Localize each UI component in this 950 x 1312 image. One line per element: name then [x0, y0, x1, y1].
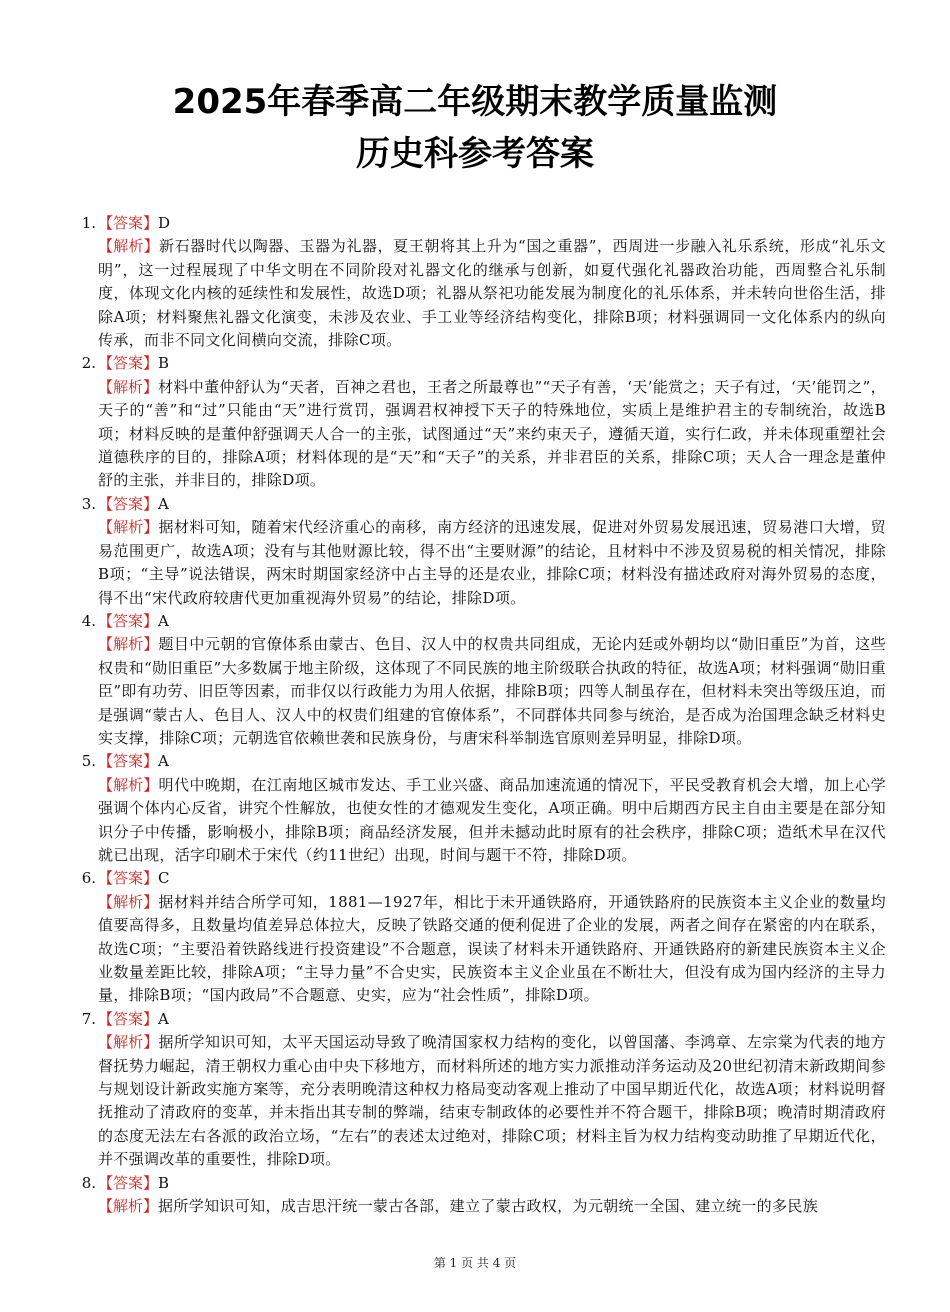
question-number: 2.	[81, 354, 96, 373]
analysis-tag: 【解析】	[98, 1197, 159, 1216]
question-item-5	[74, 750, 886, 867]
answer-line	[74, 750, 886, 773]
answer-tag: 【答案】	[98, 1009, 159, 1028]
answer-value: D	[158, 214, 171, 232]
answer-tag: 【答案】	[98, 1173, 159, 1192]
analysis-paragraph	[74, 376, 886, 493]
title-line-1: 2025年春季高二年级期末教学质量监测	[172, 82, 778, 122]
question-number: 4.	[81, 611, 96, 630]
question-number: 1.	[81, 214, 96, 232]
analysis-tag: 【解析】	[98, 237, 160, 256]
answer-line	[74, 1172, 886, 1195]
analysis-tag: 【解析】	[98, 775, 159, 794]
question-item-2	[74, 352, 886, 492]
answer-line	[74, 610, 886, 633]
question-number: 8.	[81, 1173, 96, 1192]
question-item-8	[74, 1172, 886, 1219]
question-item-6	[74, 867, 886, 1007]
answer-value: A	[158, 752, 169, 771]
question-number: 6.	[81, 869, 96, 888]
analysis-paragraph	[74, 1031, 886, 1171]
answer-list	[74, 212, 886, 1218]
answer-value: A	[158, 611, 169, 630]
question-number: 7.	[81, 1009, 96, 1028]
analysis-text: 新石器时代以陶器、玉器为礼器，夏王朝将其上升为“国之重器”，西周进一步融入礼乐系统，形成“礼乐文明”，这一过程展现了中华文明在不同阶段对礼器文化的继承与创新，如夏代强化礼器政治功能，西周整合礼乐制度，体现文化内核的延续性和发展性，故选D项；礼器从祭祀功能发展为制度化的礼乐体系，并未转向世俗生活，排除A项；材料聚焦礼器文化演变，未涉及农业、手工业等经济结构变化，排除B项；材料强调同一文化体系内的纵向传承，而非不同文化间横向交流，排除C项。	[98, 237, 886, 350]
question-item-4	[74, 610, 886, 750]
analysis-text: 据材料可知，随着宋代经济重心的南移，南方经济的迅速发展，促进对外贸易发展迅速，贸易港口大增，贸易范围更广，故选A项；没有与其他财源比较，得不出“主要财源”的结论，且材料中不涉及贸易税的相关情况，排除B项；“主导”说法错误，两宋时期国家经济中占主导的还是农业，排除C项；材料没有描述政府对海外贸易的态度，得不出“宋代政府较唐代更加重视海外贸易”的结论，排除D项。	[98, 518, 886, 607]
analysis-tag: 【解析】	[98, 518, 159, 537]
answer-tag: 【答案】	[98, 354, 159, 373]
analysis-text: 据材料并结合所学可知，1881—1927年，相比于未开通铁路府，开通铁路府的民族资本主义企业的数量均值要高得多，且数量均值差异总体拉大，反映了铁路交通的便利促进了企业的发展，两者之间存在紧密的内在联系，故选C项；“主要沿着铁路线进行投资建设”不合题意，误读了材料未开通铁路府、开通铁路府的新建民族资本主义企业数量差距比较，排除A项；“主导力量”不合史实，民族资本主义企业虽在不断壮大，但没有成为国内经济的主导力量，排除B项；“国内政局”不合题意、史实，应为“社会性质”，排除D项。	[98, 892, 886, 1005]
answer-value: A	[158, 1009, 169, 1028]
answer-line	[74, 1008, 886, 1031]
answer-tag: 【答案】	[98, 214, 159, 232]
question-number: 5.	[81, 752, 96, 771]
analysis-text: 据所学知识可知，成吉思汗统一蒙古各部，建立了蒙古政权，为元朝统一全国、建立统一的多民族	[158, 1197, 819, 1216]
analysis-text: 据所学知识可知，太平天国运动导致了晚清国家权力结构的变化，以曾国藩、李鸿章、左宗棠为代表的地方督抚势力崛起，清王朝权力重心由中央下移地方，而材料所述的地方实力派推动洋务运动及20世纪初清末新政期间参与规划设计新政实施方案等，充分表明晚清这种权力格局变动客观上推动了中国早期近代化，故选A项；材料说明督抚推动了清政府的变革，并未指出其专制的弊端，结束专制政体的必要性并不符合题干，排除B项；晚清时期清政府的态度无法左右各派的政治立场，“左右”的表述太过绝对，排除C项；材料主旨为权力结构变动助推了早期近代化，并不强调改革的重要性，排除D项。	[98, 1033, 886, 1169]
analysis-paragraph	[74, 516, 886, 610]
analysis-text: 题目中元朝的官僚体系由蒙古、色目、汉人中的权贵共同组成，无论内廷或外朝均以“勋旧重臣”为首，这些权贵和“勋旧重臣”大多数属于地主阶级，这体现了不同民族的地主阶级联合执政的特征，故选A项；材料强调“勋旧重臣”即有功劳、旧臣等因素，而非仅以行政能力为用人依据，排除B项；四等人制虽存在，但材料未突出等级压迫，而是强调“蒙古人、色目人、汉人中的权贵们组建的官僚体系”，不同群体共同参与统治，是否成为治国理念缺乏材料史实支撑，排除C项；元朝选官依赖世袭和民族身份，与唐宋科举制选官原则差异明显，排除D项。	[98, 635, 886, 747]
analysis-paragraph	[74, 891, 886, 1008]
document-title	[0, 76, 950, 180]
answer-value: B	[158, 1173, 170, 1192]
analysis-paragraph	[74, 1195, 886, 1218]
analysis-paragraph	[74, 235, 886, 352]
answer-tag: 【答案】	[98, 494, 159, 513]
analysis-tag: 【解析】	[98, 635, 159, 654]
answer-value: B	[158, 354, 170, 373]
answer-value: C	[158, 869, 170, 888]
answer-line	[74, 493, 886, 516]
analysis-paragraph	[74, 633, 886, 750]
answer-tag: 【答案】	[98, 869, 159, 888]
answer-line	[74, 212, 886, 235]
analysis-tag: 【解析】	[98, 377, 159, 396]
page-footer: 第 1 页 共 4 页	[433, 1256, 517, 1270]
answer-value: A	[158, 494, 169, 513]
question-item-3	[74, 493, 886, 610]
analysis-paragraph	[74, 774, 886, 868]
answer-tag: 【答案】	[98, 611, 159, 630]
analysis-tag: 【解析】	[98, 892, 159, 911]
analysis-text: 材料中董仲舒认为“天者，百神之君也，王者之所最尊也”“天子有善，‘天’能赏之；天子有过，‘天’能罚之”，天子的“善”和“过”只能由“天”进行赏罚，强调君权神授下天子的特殊地位，实质上是维护君主的专制统治，故选B项；材料反映的是董仲舒强调天人合一的主张，试图通过“天”来约束天子，遵循天道，实行仁政，并未体现重塑社会道德秩序的目的，排除A项；材料体现的是“天”和“天子”的关系，并非君臣的关系，排除C项；天人合一理念是董仲舒的主张，并非目的，排除D项。	[98, 377, 886, 490]
analysis-tag: 【解析】	[98, 1033, 159, 1052]
question-number: 3.	[81, 494, 96, 513]
answer-line	[74, 867, 886, 890]
analysis-text: 明代中晚期，在江南地区城市发达、手工业兴盛、商品加速流通的情况下，平民受教育机会大增，加上心学强调个体内心反省，讲究个性解放，也使女性的才德观发生变化，A项正确。明中后期西方民主自由主要是在部分知识分子中传播，影响极小，排除B项；商品经济发展，但并未撼动此时原有的社会秩序，排除C项；造纸术早在汉代就已出现，活字印刷术于宋代（约11世纪）出现，时间与题干不符，排除D项。	[98, 775, 886, 864]
question-item-1	[74, 212, 886, 352]
answer-line	[74, 352, 886, 375]
title-line-2: 历史科参考答案	[356, 134, 594, 174]
question-item-7	[74, 1008, 886, 1172]
answer-tag: 【答案】	[98, 752, 159, 771]
